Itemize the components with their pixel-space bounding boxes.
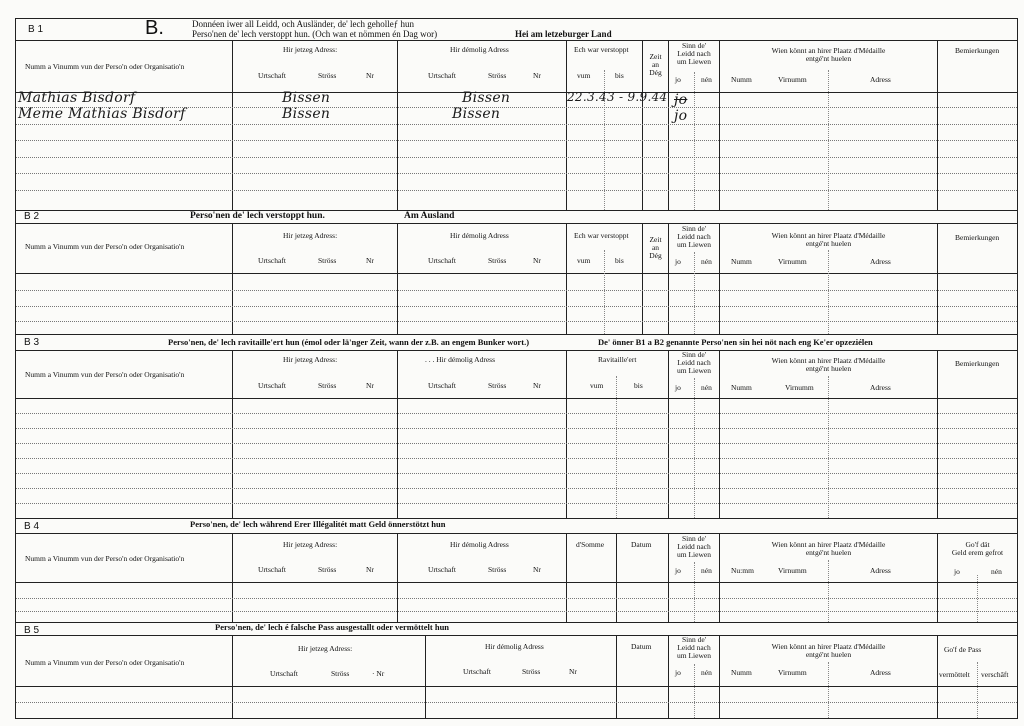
header-stross-2: Ströss xyxy=(522,667,541,676)
header-urtschaft: Urtschaft xyxy=(270,669,298,678)
header-address: Adress xyxy=(870,257,891,266)
header-nr-2: Nr xyxy=(569,667,577,676)
header-alive: Sinn de' Leidd nach um Liewen xyxy=(677,534,711,559)
entry-alive-2: jo xyxy=(674,108,688,124)
header-nr-2: Nr xyxy=(533,256,541,265)
header-medal: Wien könnt an hirer Plaatz d'Médaille entgé'nt huelen xyxy=(771,642,886,659)
header-passport: Go'f de Pass xyxy=(944,645,982,654)
header-stross-2: Ströss xyxy=(488,381,507,390)
header-surname: Nu:mm xyxy=(731,566,754,575)
header-yes-2: jo xyxy=(954,567,960,576)
section-label: B 2 xyxy=(24,211,40,222)
header-name: Numm a Vinumm vun der Perso'n oder Organisatio'n xyxy=(25,658,185,667)
header-yes: jo xyxy=(675,257,681,266)
header-address: Adress xyxy=(870,668,891,677)
header-firstname: Virnumm xyxy=(778,566,807,575)
header-medal: Wien könnt an hirer Plaatz d'Médaille entgé'nt huelen xyxy=(771,540,886,557)
header-date: Datum xyxy=(631,540,652,549)
section-title: Perso'nen, de' lech ravitaille'ert hun (émol oder lä'nger Zeit, wann der z.B. an engem Bunker wort.) xyxy=(168,337,530,347)
header-surname: Numm xyxy=(731,75,752,84)
header-stross: Ströss xyxy=(331,669,350,678)
header-date: Datum xyxy=(631,642,652,651)
header-alive: Sinn de' Leidd nach um Liewen xyxy=(677,224,711,249)
header-current-address: Hir jetzeg Adress: xyxy=(283,355,338,364)
header-no: nén xyxy=(701,75,712,84)
header-current-address: Hir jetzeg Adress: xyxy=(283,45,338,54)
header-medal: Wien könnt an hirer Plaatz d'Médaille entgé'nt huelen xyxy=(771,46,886,63)
header-to: bis xyxy=(634,381,643,390)
header-name: Numm a Vinumm vun der Perso'n oder Organisatio'n xyxy=(25,370,185,379)
header-former-address: . . . Hir démolig Adress xyxy=(425,355,495,364)
header-address: Adress xyxy=(870,75,891,84)
header-days: Zeit an Dég xyxy=(649,52,662,77)
header-to: bis xyxy=(615,256,624,265)
section-title-location: Am Ausland xyxy=(404,211,455,221)
header-nr: Nr xyxy=(366,71,374,80)
header-former-address: Hir démolig Adress xyxy=(450,45,509,54)
header-sum: d'Somme xyxy=(576,540,605,549)
header-firstname: Virnumm xyxy=(778,75,807,84)
entry-name-1: Mathias Bisdorf xyxy=(18,90,136,106)
section-title-line2: Perso'nen de' lech verstoppt hun. (Och wan et nömmen én Dag wor) xyxy=(192,29,438,39)
header-former-address: Hir démolig Adress xyxy=(450,231,509,240)
header-surname: Numm xyxy=(731,668,752,677)
header-money-reclaimed: Go'f dät Geld erem gefrot xyxy=(951,540,1004,557)
header-firstname: Virnumm xyxy=(785,383,814,392)
header-nr: Nr xyxy=(366,381,374,390)
header-urtschaft-2: Urtschaft xyxy=(428,71,456,80)
section-title: Perso'nen, de' lech während Erer Illégalitét matt Geld önnerstötzt hun xyxy=(190,519,446,529)
header-firstname: Virnumm xyxy=(778,668,807,677)
header-current-address: Hir jetzeg Adress: xyxy=(283,540,338,549)
header-nr: Nr xyxy=(366,256,374,265)
header-nr-2: Nr xyxy=(533,381,541,390)
header-days: Zeit an Dég xyxy=(649,235,662,260)
header-urtschaft: Urtschaft xyxy=(258,71,286,80)
header-current-address: Hir jetzeg Adress: xyxy=(298,644,353,653)
header-name: Numm a Vinumm vun der Perso'n oder Organisatio'n xyxy=(25,554,185,563)
header-urtschaft-2: Urtschaft xyxy=(428,381,456,390)
section-label: B 1 xyxy=(28,24,44,35)
header-stross: Ströss xyxy=(318,71,337,80)
section-note: De' önner B1 a B2 genannte Perso'nen sin hei nöt nach eng Ke'er opzeziélen xyxy=(598,337,873,347)
header-current-address: Hir jetzeg Adress: xyxy=(283,231,338,240)
entry-name-2: Meme Mathias Bisdorf xyxy=(18,106,186,122)
header-stross: Ströss xyxy=(318,381,337,390)
entry-alive-1: jo xyxy=(674,92,688,108)
header-yes: jo xyxy=(675,383,681,392)
header-hidden: Ech war verstoppt xyxy=(574,45,629,54)
header-arranged: vermöttelt xyxy=(939,670,970,679)
header-address: Adress xyxy=(870,566,891,575)
header-stross-2: Ströss xyxy=(488,256,507,265)
header-no: nén xyxy=(701,257,712,266)
section-title-location: Hei am letzeburger Land xyxy=(515,29,612,39)
header-urtschaft: Urtschaft xyxy=(258,565,286,574)
header-former-address: Hir démolig Adress xyxy=(485,642,544,651)
header-surname: Numm xyxy=(731,383,752,392)
header-name: Numm a Vinumm vun der Perso'n oder Organisatio'n xyxy=(25,242,185,251)
header-no: nén xyxy=(701,383,712,392)
entry-current-town-1: Bissen xyxy=(282,90,331,106)
header-medal: Wien könnt an hirer Plaatz d'Médaille entgé'nt huelen xyxy=(771,231,886,248)
header-stross-2: Ströss xyxy=(488,71,507,80)
header-remarks: Bemierkungen xyxy=(955,233,1000,242)
header-urtschaft-2: Urtschaft xyxy=(428,565,456,574)
header-from: vum xyxy=(577,256,591,265)
header-medal: Wien könnt an hirer Plaatz d'Médaille entgé'nt huelen xyxy=(771,356,886,373)
header-nr: · Nr xyxy=(372,669,385,678)
header-yes: jo xyxy=(675,75,681,84)
header-remarks: Bemierkungen xyxy=(955,46,1000,55)
header-to: bis xyxy=(615,71,624,80)
header-alive: Sinn de' Leidd nach um Liewen xyxy=(677,350,711,375)
entry-former-town-2: Bissen xyxy=(452,106,501,122)
header-nr-2: Nr xyxy=(533,565,541,574)
header-stross: Ströss xyxy=(318,565,337,574)
section-label: B 3 xyxy=(24,337,40,348)
header-firstname: Virnumm xyxy=(778,257,807,266)
section-letter: B. xyxy=(145,17,164,39)
header-yes: jo xyxy=(675,668,681,677)
entry-hidden-dates: 22.3.43 - 9.9.44 xyxy=(567,90,668,104)
header-urtschaft: Urtschaft xyxy=(258,256,286,265)
header-urtschaft-2: Urtschaft xyxy=(428,256,456,265)
section-title-line1: Donnéen iwer all Leidd, och Ausländer, de' lech geholleƒ hun xyxy=(192,19,414,29)
header-hidden: Ech war verstoppt xyxy=(574,231,629,240)
header-alive: Sinn de' Leidd nach um Liewen xyxy=(677,635,711,660)
header-yes: jo xyxy=(675,566,681,575)
header-surname: Numm xyxy=(731,257,752,266)
entry-current-town-2: Bissen xyxy=(282,106,331,122)
header-no: nén xyxy=(701,668,712,677)
header-supplied: Ravitaille'ert xyxy=(598,355,637,364)
section-label: B 5 xyxy=(24,625,40,636)
header-stross: Ströss xyxy=(318,256,337,265)
header-from: vum xyxy=(590,381,604,390)
header-nr: Nr xyxy=(366,565,374,574)
header-former-address: Hir démolig Adress xyxy=(450,540,509,549)
section-title: Perso'nen de' lech verstoppt hun. xyxy=(190,211,325,221)
header-stross-2: Ströss xyxy=(488,565,507,574)
header-nr-2: Nr xyxy=(533,71,541,80)
header-remarks: Bemierkungen xyxy=(955,359,1000,368)
entry-former-town-1: Bissen xyxy=(462,90,511,106)
section-title: Perso'nen, de' lech é falsche Pass ausgestallt oder vermöttelt hun xyxy=(215,622,450,632)
header-urtschaft: Urtschaft xyxy=(258,381,286,390)
header-name: Numm a Vinumm vun der Perso'n oder Organisatio'n xyxy=(25,62,185,71)
header-alive: Sinn de' Leidd nach um Liewen xyxy=(677,41,711,66)
header-urtschaft-2: Urtschaft xyxy=(463,667,491,676)
header-address: Adress xyxy=(870,383,891,392)
header-no: nén xyxy=(701,566,712,575)
section-label: B 4 xyxy=(24,521,40,532)
header-no-2: nén xyxy=(991,567,1002,576)
header-from: vum xyxy=(577,71,591,80)
header-procured: verschâft xyxy=(981,670,1009,679)
